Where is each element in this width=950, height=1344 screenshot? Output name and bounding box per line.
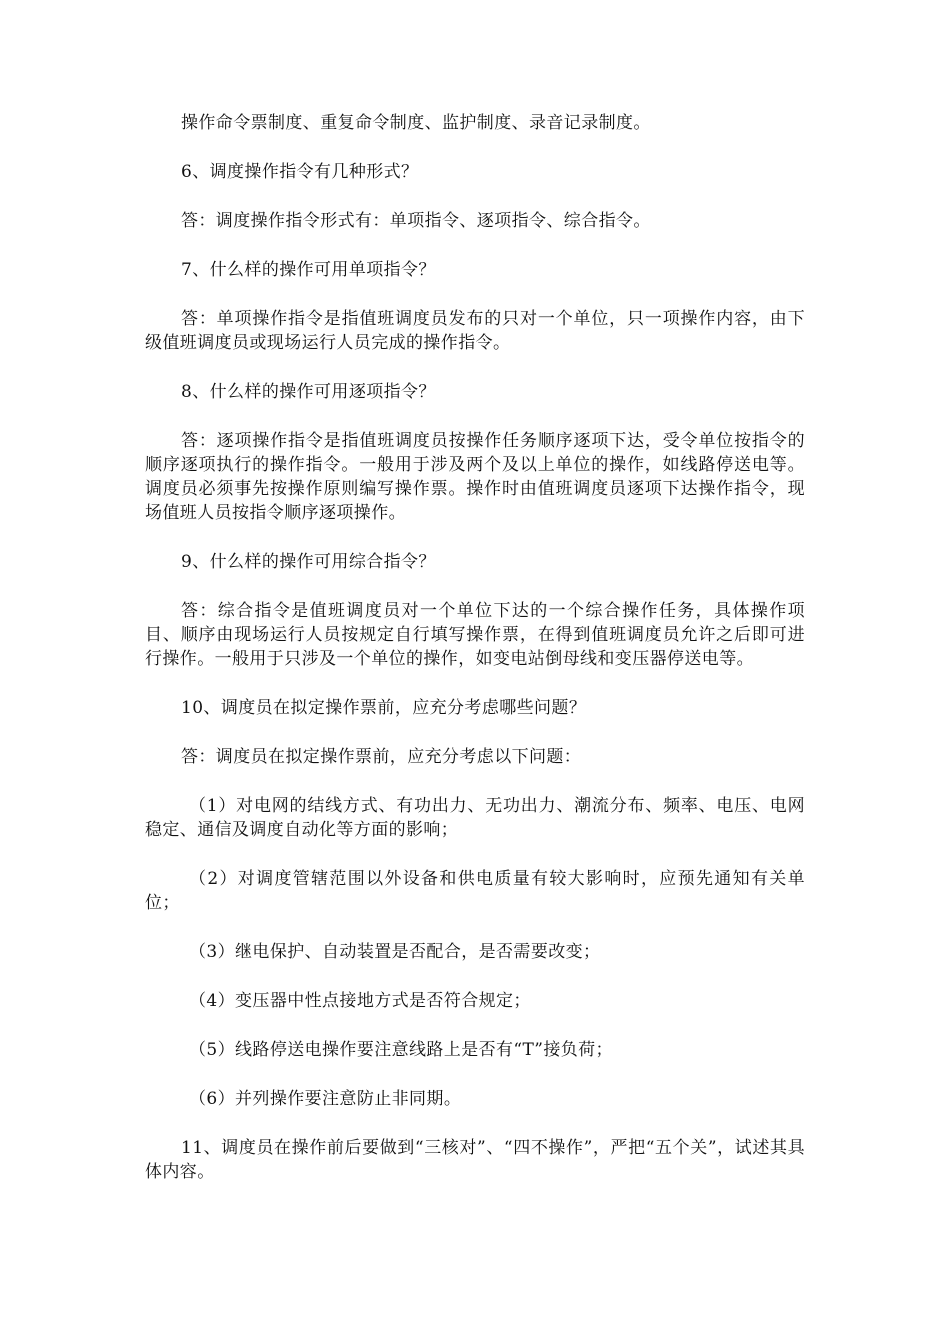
answer-10-intro: 答：调度员在拟定操作票前，应充分考虑以下问题：: [181, 747, 582, 767]
answer-10-item-2: （2）对调度管辖范围以外设备和供电质量有较大影响时，应预先通知有关单位；: [145, 869, 805, 913]
question-6: 6、调度操作指令有几种形式？: [181, 162, 419, 182]
question-9: 9、什么样的操作可用综合指令？: [181, 552, 436, 572]
answer-10-item-4: （4）变压器中性点接地方式是否符合规定；: [189, 991, 531, 1011]
question-8: 8、什么样的操作可用逐项指令？: [181, 382, 436, 402]
question-11: 11、调度员在操作前后要做到“三核对”、“四不操作”，严把“五个关”，试述其具体内容。: [145, 1138, 805, 1182]
question-7: 7、什么样的操作可用单项指令？: [181, 260, 436, 280]
answer-10-item-5: （5）线路停送电操作要注意线路上是否有“T”接负荷；: [189, 1040, 613, 1060]
paragraph-continuation: 操作命令票制度、重复命令制度、监护制度、录音记录制度。: [181, 113, 651, 133]
answer-9: 答：综合指令是值班调度员对一个单位下达的一个综合操作任务，具体操作项目、顺序由现场运行人员按规定自行填写操作票，在得到值班调度员允许之后即可进行操作。一般用于只涉及一个单位的操作，如变电站倒母线和变压器停送电等。: [145, 601, 805, 669]
answer-7: 答：单项操作指令是指值班调度员发布的只对一个单位，只一项操作内容，由下级值班调度员或现场运行人员完成的操作指令。: [145, 309, 805, 353]
document-body: [145, 111, 805, 1184]
answer-10-item-3: （3）继电保护、自动装置是否配合，是否需要改变；: [189, 942, 601, 962]
question-10: 10、调度员在拟定操作票前，应充分考虑哪些问题？: [181, 698, 587, 718]
answer-10-item-1: （1）对电网的结线方式、有功出力、无功出力、潮流分布、频率、电压、电网稳定、通信及调度自动化等方面的影响；: [145, 796, 805, 840]
answer-6: 答：调度操作指令形式有：单项指令、逐项指令、综合指令。: [181, 211, 651, 231]
answer-8: 答：逐项操作指令是指值班调度员按操作任务顺序逐项下达，受令单位按指令的顺序逐项执行的操作指令。一般用于涉及两个及以上单位的操作，如线路停送电等。调度员必须事先按操作原则编写操作票。操作时由值班调度员逐项下达操作指令，现场值班人员按指令顺序逐项操作。: [145, 431, 805, 523]
answer-10-item-6: （6）并列操作要注意防止非同期。: [189, 1089, 462, 1109]
